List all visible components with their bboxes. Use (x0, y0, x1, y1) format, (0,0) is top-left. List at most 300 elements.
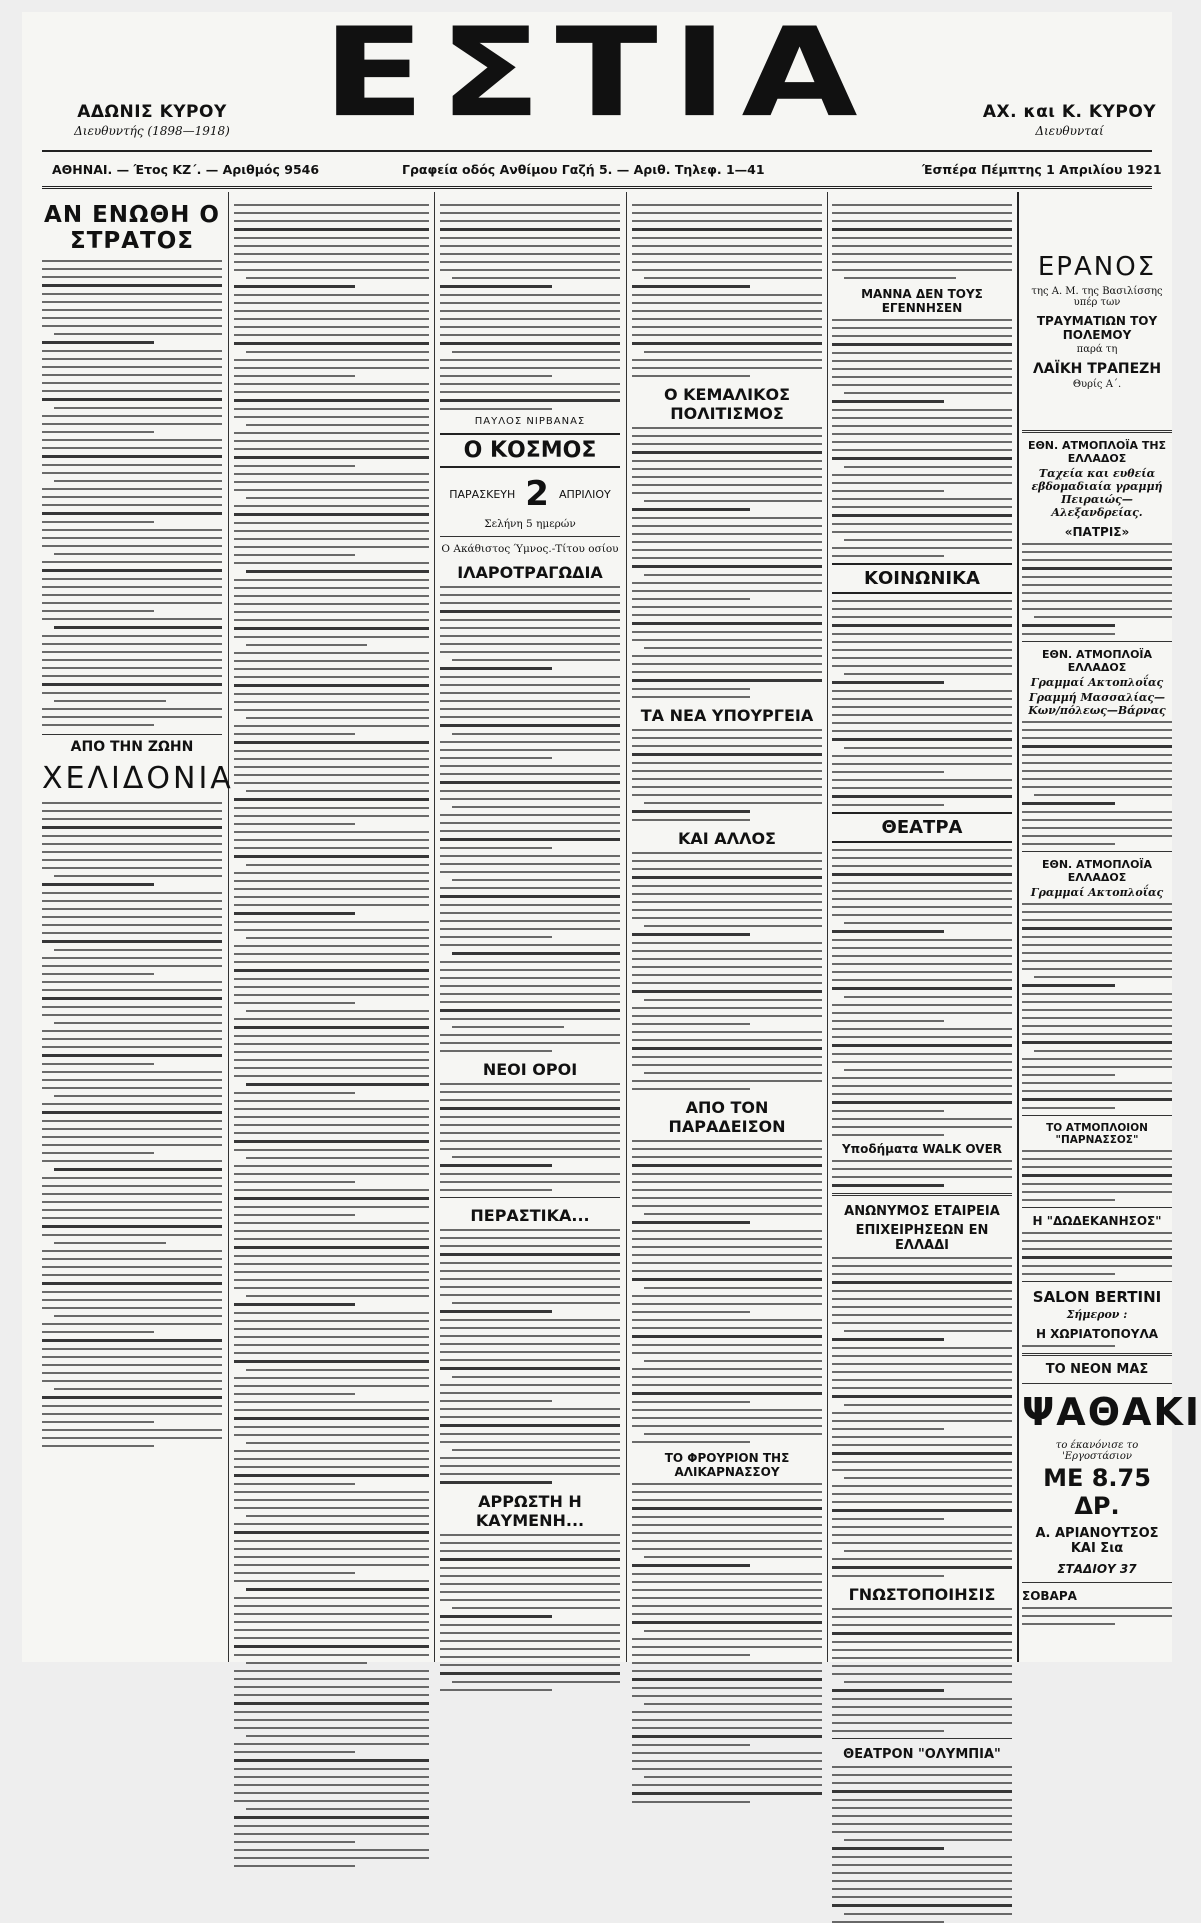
text-line (234, 1320, 429, 1322)
text-line (440, 757, 552, 759)
divider (1022, 1353, 1172, 1356)
text-line (632, 1015, 822, 1017)
koinonika-heading: ΚΟΙΝΩΝΙΚΑ (832, 563, 1012, 594)
text-line (1022, 903, 1172, 905)
text-line (832, 1641, 1012, 1643)
column-rule (1017, 192, 1019, 1662)
text-line (632, 1230, 822, 1232)
text-line (42, 594, 222, 596)
text-line (440, 1400, 552, 1402)
text-line (42, 268, 222, 270)
editors-role: Διευθυνταί (1035, 124, 1104, 138)
text-line (234, 652, 429, 654)
text-line (42, 1201, 222, 1203)
text-line (234, 1043, 429, 1045)
text-line (234, 603, 429, 605)
text-line (1022, 1256, 1172, 1259)
text-line (644, 1213, 822, 1215)
text-line (632, 294, 822, 296)
text-line (42, 1209, 222, 1211)
text-line (832, 1298, 1012, 1300)
text-line (42, 835, 222, 837)
text-line (234, 1255, 429, 1257)
text-line (632, 435, 822, 437)
text-line (246, 1442, 429, 1444)
text-line (632, 745, 822, 747)
text-line (1022, 993, 1172, 995)
text-line (452, 1449, 620, 1451)
text-line (42, 1291, 222, 1293)
text-line (234, 611, 429, 613)
text-line (440, 1050, 552, 1052)
text-line (42, 1193, 222, 1195)
text-line (832, 1053, 1012, 1055)
text-line (42, 545, 222, 547)
text-line (632, 1752, 822, 1754)
text-line (832, 376, 1012, 378)
text-line (632, 517, 822, 519)
text-line (632, 310, 822, 312)
text-line (234, 212, 429, 214)
text-line (632, 212, 822, 214)
text-line (844, 1913, 1012, 1915)
text-line (234, 847, 429, 849)
text-line (832, 600, 1012, 602)
text-line (42, 818, 222, 820)
text-line (644, 925, 822, 927)
text-line (234, 921, 429, 923)
text-line (632, 1148, 822, 1150)
text-line (234, 1149, 429, 1151)
ypourgeia-text (632, 729, 822, 821)
text-line (42, 1421, 154, 1423)
text-line (440, 1615, 552, 1618)
text-line (632, 753, 822, 756)
text-line (832, 914, 1012, 916)
text-line (234, 359, 429, 361)
text-line (234, 285, 355, 288)
text-line (832, 1566, 1012, 1569)
text-line (632, 1335, 822, 1338)
text-line (234, 668, 429, 670)
text-line (644, 647, 822, 649)
text-line (832, 1807, 1012, 1809)
text-line (42, 867, 222, 869)
text-line (440, 1359, 620, 1361)
text-line (632, 269, 822, 271)
text-line (1022, 968, 1172, 970)
text-line (234, 1344, 429, 1346)
text-line (632, 326, 822, 328)
text-line (42, 900, 222, 902)
column-rule (434, 192, 435, 1662)
text-line (832, 608, 1012, 610)
text-line (440, 977, 620, 979)
text-line (632, 1670, 822, 1672)
text-line (1022, 745, 1172, 748)
text-line (440, 1034, 620, 1036)
text-line (632, 688, 750, 690)
text-line (452, 1156, 620, 1158)
text-line (234, 1540, 429, 1542)
text-line (644, 500, 822, 502)
text-line (832, 1412, 1012, 1414)
text-line (1022, 944, 1172, 946)
feature-article-text (42, 802, 222, 1447)
text-line (844, 747, 1012, 749)
ad-psathaki-price: ΜΕ 8.75 ΔΡ. (1043, 1464, 1151, 1520)
text-line (832, 1896, 1012, 1898)
text-line (234, 1849, 429, 1851)
text-line (234, 1597, 429, 1599)
text-line (1022, 1248, 1172, 1250)
ad-psathaki-address: ΣΤΑΔΙΟΥ 37 (1057, 1562, 1137, 1576)
text-line (832, 1379, 1012, 1381)
text-line (632, 1711, 822, 1713)
text-line (440, 1408, 620, 1410)
text-line (234, 929, 429, 931)
text-line (844, 1404, 1012, 1406)
text-line (844, 392, 1012, 394)
text-line (440, 302, 620, 304)
text-line (234, 1670, 429, 1672)
text-line (234, 1279, 429, 1281)
text-line (440, 594, 620, 596)
text-line (1022, 1033, 1172, 1035)
text-line (440, 1099, 620, 1101)
text-line (440, 871, 620, 873)
text-line (632, 1646, 822, 1648)
text-line (440, 1567, 620, 1569)
text-line (632, 1507, 822, 1510)
text-line (632, 1254, 822, 1256)
text-line (832, 1856, 1012, 1858)
text-line (234, 538, 429, 540)
text-line (234, 375, 355, 377)
text-line (42, 1396, 222, 1399)
text-line (234, 953, 429, 955)
text-line (632, 1278, 822, 1281)
text-line (1022, 1273, 1115, 1275)
text-line (440, 237, 620, 239)
text-line (1022, 952, 1172, 954)
text-line (42, 521, 154, 523)
text-line (42, 415, 222, 417)
text-line (832, 425, 1012, 427)
text-line (832, 706, 1012, 708)
text-line (440, 1335, 620, 1337)
column-3 (440, 192, 620, 1662)
etaireia-text (832, 1257, 1012, 1577)
text-line (632, 1638, 822, 1640)
text-line (234, 1189, 429, 1191)
divider (1022, 1207, 1172, 1208)
text-line (246, 1735, 429, 1737)
text-line (440, 1599, 620, 1601)
text-line (632, 557, 822, 559)
text-line (632, 1384, 822, 1386)
text-line (832, 1485, 1012, 1487)
text-line (440, 586, 620, 588)
text-line (440, 985, 620, 987)
text-line (42, 1152, 154, 1154)
text-line (234, 1140, 429, 1143)
saints-of-day: Ο Ακάθιστος Ύμνος.-Τίτου οσίου (441, 543, 619, 555)
text-line (832, 269, 1012, 271)
text-line (632, 974, 822, 976)
text-line (234, 774, 429, 776)
text-line (1022, 778, 1172, 780)
masthead (22, 1, 1172, 192)
text-line (1022, 754, 1172, 756)
text-line (632, 220, 822, 222)
text-line (440, 1164, 552, 1167)
text-line (632, 1401, 750, 1403)
text-line (440, 1550, 620, 1552)
shipping-route: Γραμμή Μασσαλίας—Κων/πόλεως—Βάρνας (1028, 691, 1166, 717)
text-line (632, 375, 750, 377)
calendar-day: ΠΑΡΑΣΚΕΥΗ (449, 487, 516, 501)
text-line (234, 269, 429, 271)
divider (832, 1738, 1012, 1739)
text-line (632, 237, 822, 239)
text-line (440, 895, 620, 898)
text-line (42, 1356, 222, 1358)
text-line (1022, 960, 1172, 962)
text-line (632, 1597, 822, 1599)
text-line (234, 302, 429, 304)
text-line (440, 1558, 620, 1561)
text-line (54, 700, 166, 702)
text-line (42, 1234, 222, 1236)
text-line (234, 912, 355, 915)
text-line (234, 904, 429, 906)
text-line (234, 961, 429, 963)
text-line (234, 432, 429, 434)
text-line (1022, 1158, 1172, 1160)
text-line (42, 512, 222, 515)
text-line (632, 893, 822, 895)
text-line (632, 1735, 822, 1738)
text-line (832, 1665, 1012, 1667)
text-line (234, 473, 429, 475)
salon-text (1022, 1345, 1172, 1347)
text-line (440, 855, 620, 857)
text-line (440, 1083, 620, 1085)
text-line (632, 318, 822, 320)
text-line (832, 1766, 1012, 1768)
koinonika-text (832, 600, 1012, 806)
text-line (644, 1703, 822, 1705)
text-line (42, 1054, 222, 1057)
text-line (42, 1250, 222, 1252)
text-line (832, 1823, 1012, 1825)
text-line (1022, 1191, 1172, 1193)
text-line (42, 455, 222, 458)
text-line (832, 947, 1012, 949)
text-line (632, 762, 822, 764)
text-line (832, 1168, 1012, 1170)
text-line (632, 671, 822, 673)
text-line (440, 765, 620, 767)
theatra-text (832, 849, 1012, 1136)
text-line (42, 431, 154, 433)
text-line (234, 815, 429, 817)
text-line (42, 989, 222, 991)
text-line (452, 1376, 620, 1378)
text-line (632, 1311, 750, 1313)
text-line (234, 1108, 429, 1110)
text-line (632, 679, 822, 682)
text-line (42, 1364, 222, 1366)
text-line (632, 476, 822, 478)
text-line (234, 660, 429, 662)
divider (1022, 1582, 1172, 1583)
text-line (440, 1343, 620, 1345)
text-line (632, 549, 822, 551)
text-line (42, 341, 154, 344)
text-line (832, 1799, 1012, 1801)
gnostopoiisis-text (832, 1608, 1012, 1732)
text-line (42, 843, 222, 845)
text-line (42, 1006, 222, 1008)
column-article-text (832, 204, 1012, 279)
text-line (42, 1445, 154, 1447)
text-line (42, 1258, 222, 1260)
text-line (440, 1689, 552, 1691)
ad-new-heading: ΤΟ ΝΕΟΝ ΜΑΣ (1045, 1362, 1149, 1377)
text-line (440, 700, 620, 702)
text-line (42, 1063, 154, 1065)
text-line (234, 1694, 429, 1696)
text-line (42, 1323, 222, 1325)
text-line (54, 480, 222, 482)
text-line (440, 318, 620, 320)
shipping-coastal: Γραμμαί Ακτοπλοΐας (1030, 886, 1164, 899)
text-line (42, 1128, 222, 1130)
text-line (234, 986, 429, 988)
text-line (832, 253, 1012, 255)
ad-psathaki-sub: το έκανόνισε το 'Εργοστάσιον (1055, 1440, 1139, 1462)
text-line (234, 1719, 429, 1721)
text-line (832, 261, 1012, 263)
text-line (632, 1023, 750, 1025)
section-heading: ΑΠΟ ΤΗΝ ΖΩΗΝ (42, 734, 222, 755)
text-line (632, 982, 822, 984)
text-line (452, 1681, 620, 1683)
text-line (832, 1281, 1012, 1284)
text-line (440, 936, 552, 938)
text-line (234, 1002, 355, 1004)
text-line (832, 1428, 944, 1430)
text-line (440, 1351, 620, 1353)
text-line (832, 1004, 1012, 1006)
text-line (234, 530, 429, 532)
neoi-oroi-text (440, 1083, 620, 1191)
text-line (440, 220, 620, 222)
text-line (832, 1509, 1012, 1512)
text-line (832, 738, 1012, 741)
text-line (234, 1214, 355, 1216)
text-line (440, 838, 620, 841)
text-line (440, 1441, 620, 1443)
text-line (1034, 794, 1172, 796)
text-line (234, 334, 429, 336)
text-line (632, 1499, 822, 1501)
text-line (42, 260, 222, 262)
text-line (832, 327, 1012, 329)
text-line (632, 966, 822, 968)
text-line (234, 1385, 429, 1387)
eranos-para: παρά τη (1076, 344, 1118, 355)
text-line (632, 933, 750, 936)
text-line (42, 708, 222, 710)
text-line (42, 1071, 222, 1073)
text-line (234, 758, 429, 760)
text-line (1034, 976, 1172, 978)
text-line (832, 1689, 944, 1692)
text-line (440, 1575, 620, 1577)
text-line (452, 733, 620, 735)
text-line (440, 408, 552, 410)
text-line (246, 1588, 429, 1591)
text-line (832, 1085, 1012, 1087)
text-line (632, 492, 822, 494)
text-line (440, 326, 620, 328)
text-line (42, 301, 222, 303)
text-line (234, 204, 429, 206)
text-line (234, 399, 429, 402)
text-line (1022, 1174, 1172, 1177)
text-line (832, 1542, 1012, 1544)
text-line (632, 1621, 822, 1624)
text-line (832, 1714, 1012, 1716)
eranos-window: Θυρίς Α΄. (1072, 379, 1122, 390)
text-line (832, 649, 1012, 651)
text-line (246, 1295, 429, 1297)
theatra-heading: ΘΕΑΤΡΑ (832, 812, 1012, 843)
text-line (246, 351, 429, 353)
text-line (832, 971, 1012, 973)
text-line (440, 1473, 620, 1475)
text-line (234, 855, 429, 858)
text-line (632, 901, 822, 903)
text-line (246, 937, 429, 939)
text-line (234, 782, 429, 784)
text-line (440, 749, 620, 751)
text-line (440, 944, 620, 946)
text-line (42, 374, 222, 376)
text-line (832, 1395, 1012, 1398)
text-line (832, 1036, 1012, 1038)
text-line (1022, 1074, 1115, 1076)
text-line (832, 939, 1012, 941)
text-line (632, 1760, 822, 1762)
divider (440, 536, 620, 537)
text-line (42, 965, 222, 967)
text-line (832, 368, 1012, 370)
text-line (42, 1185, 222, 1187)
text-line (632, 253, 822, 255)
text-line (234, 253, 429, 255)
text-line (42, 398, 222, 401)
text-line (632, 1727, 822, 1729)
text-line (440, 1245, 620, 1247)
text-line (832, 1575, 944, 1577)
text-line (234, 1360, 429, 1363)
text-line (234, 546, 429, 548)
text-line (440, 993, 620, 995)
